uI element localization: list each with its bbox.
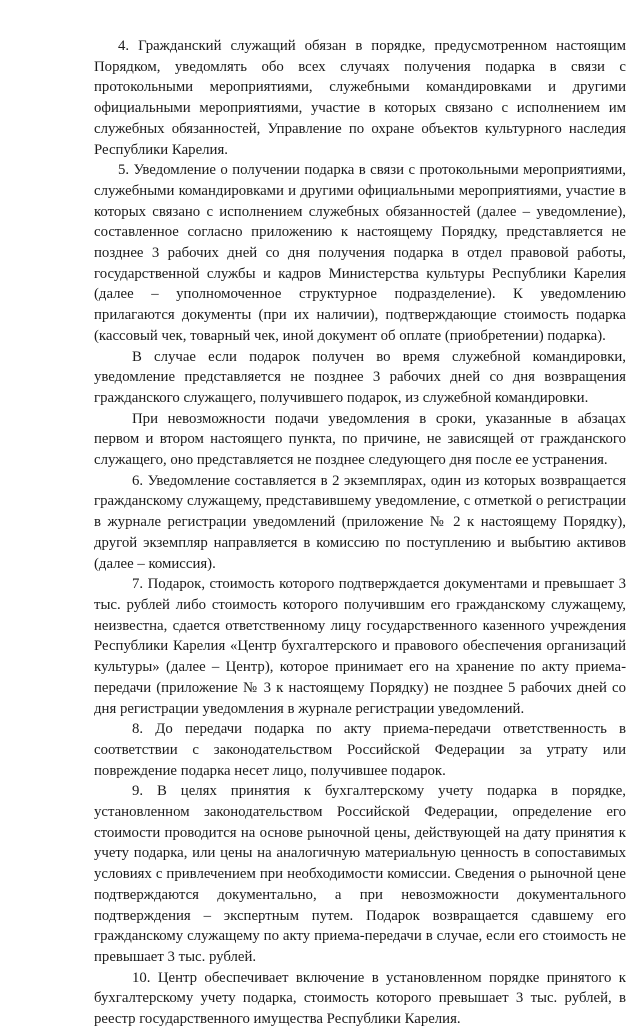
paragraph-10: 10. Центр обеспечивает включение в установленном порядке принятого к бухгалтерскому учету подарка, стоимость которого превышает 3 тыс. рублей, в реестр государственного имущества Республики Карелия. xyxy=(94,969,626,1028)
paragraph-5-impossibility: При невозможности подачи уведомления в сроки, указанные в абзацах первом и втором настоящего пункта, по причине, не зависящей от гражданского служащего, оно представляется не позднее следующего дня после ее устранения. xyxy=(94,410,626,469)
paragraph-6: 6. Уведомление составляется в 2 экземплярах, один из которых возвращается гражданскому служащему, представившему уведомление, с отметкой о регистрации в журнале регистрации уведомлений (приложение № 2 к настоящему Порядку), другой экземпляр направляется в комиссию по поступлению и выбытию активов (далее – комиссия). xyxy=(94,472,626,572)
paragraph-4: 4. Гражданский служащий обязан в порядке, предусмотренном настоящим Порядком, уведомлять обо всех случаях получения подарка в связи с протокольными мероприятиями, служебными командировками и другими официальными мероприятиями, участие в которых связано с исполнением им служебных обязанностей, Управление по охране объектов культурного наследия Республики Карелия. xyxy=(94,38,626,158)
paragraph-5-business-trip: В случае если подарок получен во время служебной командировки, уведомление представляется не позднее 3 рабочих дней со дня возвращения гражданского служащего, получившего подарок, из служебной командировки. xyxy=(94,348,626,406)
paragraph-7: 7. Подарок, стоимость которого подтверждается документами и превышает 3 тыс. рублей либо стоимость которого получившим его гражданскому служащему, неизвестна, сдается ответственному лицу государственного казенного учреждения Республики Карелия «Центр бухгалтерского и правового обеспечения организаций культуры» (далее – Центр), которое принимает его на хранение по акту приема-передачи (приложение № 3 к настоящему Порядку) не позднее 5 рабочих дней со дня регистрации уведомления в журнале регистрации уведомлений. xyxy=(94,576,626,717)
paragraph-9: 9. В целях принятия к бухгалтерскому учету подарка в порядке, установленном законодательством Российской Федерации, определение его стоимости проводится на основе рыночной цены, действующей на дату принятия к учету подарка, или цены на аналогичную материальную ценность в сопоставимых условиях с привлечением при необходимости комиссии. Сведения о рыночной цене подтверждаются документально, а при невозможности документального подтверждения – экспертным путем. Подарок возвращается сдавшему его гражданскому служащему по акту приема-передачи в случае, если его стоимость не превышает 3 тыс. рублей. xyxy=(94,783,626,965)
paragraph-8: 8. До передачи подарка по акту приема-передачи ответственность в соответствии с законодательством Российской Федерации за утрату или повреждение подарка несет лицо, получившее подарок. xyxy=(94,721,626,779)
paragraph-5: 5. Уведомление о получении подарка в связи с протокольными мероприятиями, служебными командировками и другими официальными мероприятиями, участие в которых связано с исполнением служебных обязанностей (далее – уведомление), составленное согласно приложению к настоящему Порядку, представляется не позднее 3 рабочих дней со дня получения подарка в отдел правовой работы, государственной службы и кадров Министерства культуры Республики Карелия (далее – уполномоченное структурное подразделение). К уведомлению прилагаются документы (при их наличии), подтверждающие стоимость подарка (кассовый чек, товарный чек, иной документ об оплате (приобретении) подарка). xyxy=(94,162,626,344)
